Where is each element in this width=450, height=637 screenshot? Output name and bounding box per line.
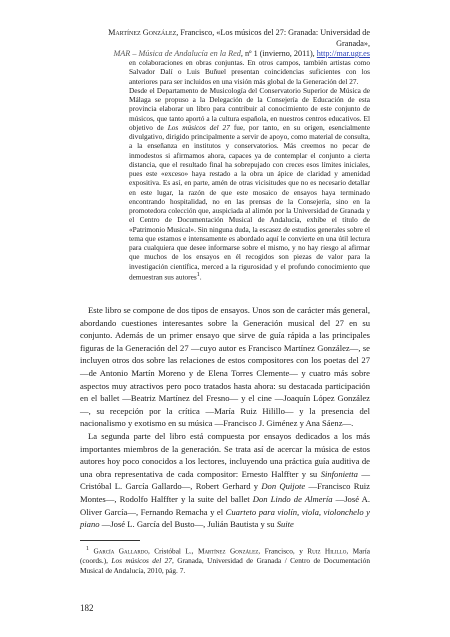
body-text: —José A. Oliver García—, Fernando Remacha y el xyxy=(80,493,370,517)
header-issue: , nº 1 (invierno, 2011), xyxy=(240,49,317,58)
body-text: —José L. García del Busto—, Julián Bautista y su xyxy=(99,519,277,530)
quote-book-title: Los músicos del 27 xyxy=(167,122,230,132)
work-title: Cuarteto para violín, viola, violonchelo y piano xyxy=(80,506,370,530)
body-paragraph-1: Este libro se compone de dos tipos de ensayos. Unos son de carácter más general, abordando cuestiones interesantes sobre la Generación musical del 27 en su conjunto. Además de un primer ensayo que sirve de guía rápida a las principales figuras de la Generación del 27 —cuyo autor es Francisco Martínez González—, se incluyen otros dos sobre las relaciones de estos compositores con los poetas del 27 —de Antonio Martín Moreno y de Elena Torres Clemente— y cuatro más sobre aspectos muy atractivos pero poco tratados hasta ahora: su destacada participación en el ballet —Beatriz Martínez del Fresno— y el cine —Joaquín López González—, su recepción por la crítica —María Ruiz Hilillo— y la presencia del nacionalismo y exotismo en su música —Francisco J. Giménez y Ana Sáenz—. xyxy=(80,305,370,429)
footnote-text-part: , Cristóbal L., xyxy=(147,546,198,556)
header-url-link[interactable]: http://mar.ugr.es xyxy=(316,49,370,58)
footnote-separator xyxy=(80,540,140,541)
footnote-author: Martínez González xyxy=(197,546,259,556)
block-quote xyxy=(129,58,370,281)
work-title: Suite xyxy=(276,519,294,530)
footnote-text xyxy=(80,545,370,575)
footnote-text-part: , Francisco, y xyxy=(258,546,308,556)
footnote-text-part: , María (coords.), xyxy=(80,546,371,566)
quote-paragraph-1: en colaboraciones en obras conjuntas. En otros campos, también artistas como Salvador Dalí o Luis Buñuel presentan coincidencias suficientes con los anteriores para ser incluidos en una visión más global de la Generación del 27. xyxy=(129,58,370,86)
footnote-book-title: Los músicos del 27 xyxy=(111,556,172,566)
work-title: Sinfonietta xyxy=(320,468,358,479)
body-text: —Cristóbal L. García Gallardo—, Robert Gerhard y xyxy=(80,468,370,492)
quote-paragraph-2 xyxy=(129,86,370,282)
header-author: Martínez González xyxy=(108,28,177,37)
quote-text: . xyxy=(199,272,202,282)
body-paragraph-2 xyxy=(80,430,370,531)
work-title: Don Lindo de Almería xyxy=(252,493,333,504)
page-number: 182 xyxy=(80,603,94,613)
body-text: —Francisco Ruiz Montes—, Rodolfo Halffter y la suite del ballet xyxy=(80,481,370,504)
work-title: Don Quijote xyxy=(261,481,306,492)
quote-text: fue, por tanto, en su origen, esencialmente divulgativo, dirigido principalmente a servir de apoyo, como material de consulta, a la enseñanza en institutos y conservatorios. Más creemos no pecar de inmodestos si afirmamos ahora, capaces ya de contemplar el conjunto a cierta distancia, que el resultado final ha sobrepujado con creces esos límites iniciales, pues este «exceso» haya restado a la obra un ápice de claridad y amenidad expositiva. Es así, en parte, amén de otras vicisitudes que no es necesario detallar en este lugar, la razón de que este mosaico de ensayos haya terminado encontrando hospitalidad, no en las prensas de la Consejería, sino en la promotedora colección que, auspiciada al alimón por la Universidad de Granada y el Centro de Documentación Musical de Andalucía, exhibe el título de «Patrimonio Musical». Sin ninguna duda, la escasez de estudios generales sobre el tema que estamos e intensamente es abordado aquí le convierte en una útil lectura para cualquiera que desee informarse sobre el mismo, y no hay riesgo al afirmar que muchos de los ensayos en él recogidos son piezas de valor para la investigación científica, merced a la rigurosidad y el profundo conocimiento que demuestran sus autores xyxy=(129,122,370,282)
footnote-author: Ruiz Hilillo xyxy=(307,546,347,556)
footnote xyxy=(80,545,370,575)
header-citation-line1 xyxy=(80,28,370,49)
footnote-text-part: , Granada, Universidad de Granada / Centro de Documentación Musical de Andalucía, 2010, pág. 7. xyxy=(80,556,370,575)
quote-text: Desde el Departamento de Musicología del Conservatorio Superior de Música de Málaga se propuso a la Delegación de la Consejería de Educación de esta provincia elaborar un libro para contribuir al conocimiento de este conjunto de músicos, que tanto aportó a la cultura española, en nuestros centros educativos. El objetivo de xyxy=(129,85,370,132)
running-header xyxy=(80,28,370,60)
footnote-author: García Gallardo xyxy=(93,546,148,556)
body-text: La segunda parte del libro está compuesta por ensayos dedicados a los más importantes miembros de la generación. Se trata así de acercar la música de estos autores hoy poco conocidos a los lectores, incluyendo una práctica guía auditiva de una obra representativa de cada compositor: Ernesto Halffter y su xyxy=(80,430,370,479)
footnote-number: 1 xyxy=(86,546,90,552)
header-title-text: , Francisco, «Los músicos del 27: Granada: Universidad de Granada», xyxy=(176,28,370,48)
header-journal: MAR – Música de Andalucía en la Red xyxy=(113,49,241,58)
footnote-marker[interactable]: 1 xyxy=(196,271,200,278)
main-body-text xyxy=(80,304,370,531)
